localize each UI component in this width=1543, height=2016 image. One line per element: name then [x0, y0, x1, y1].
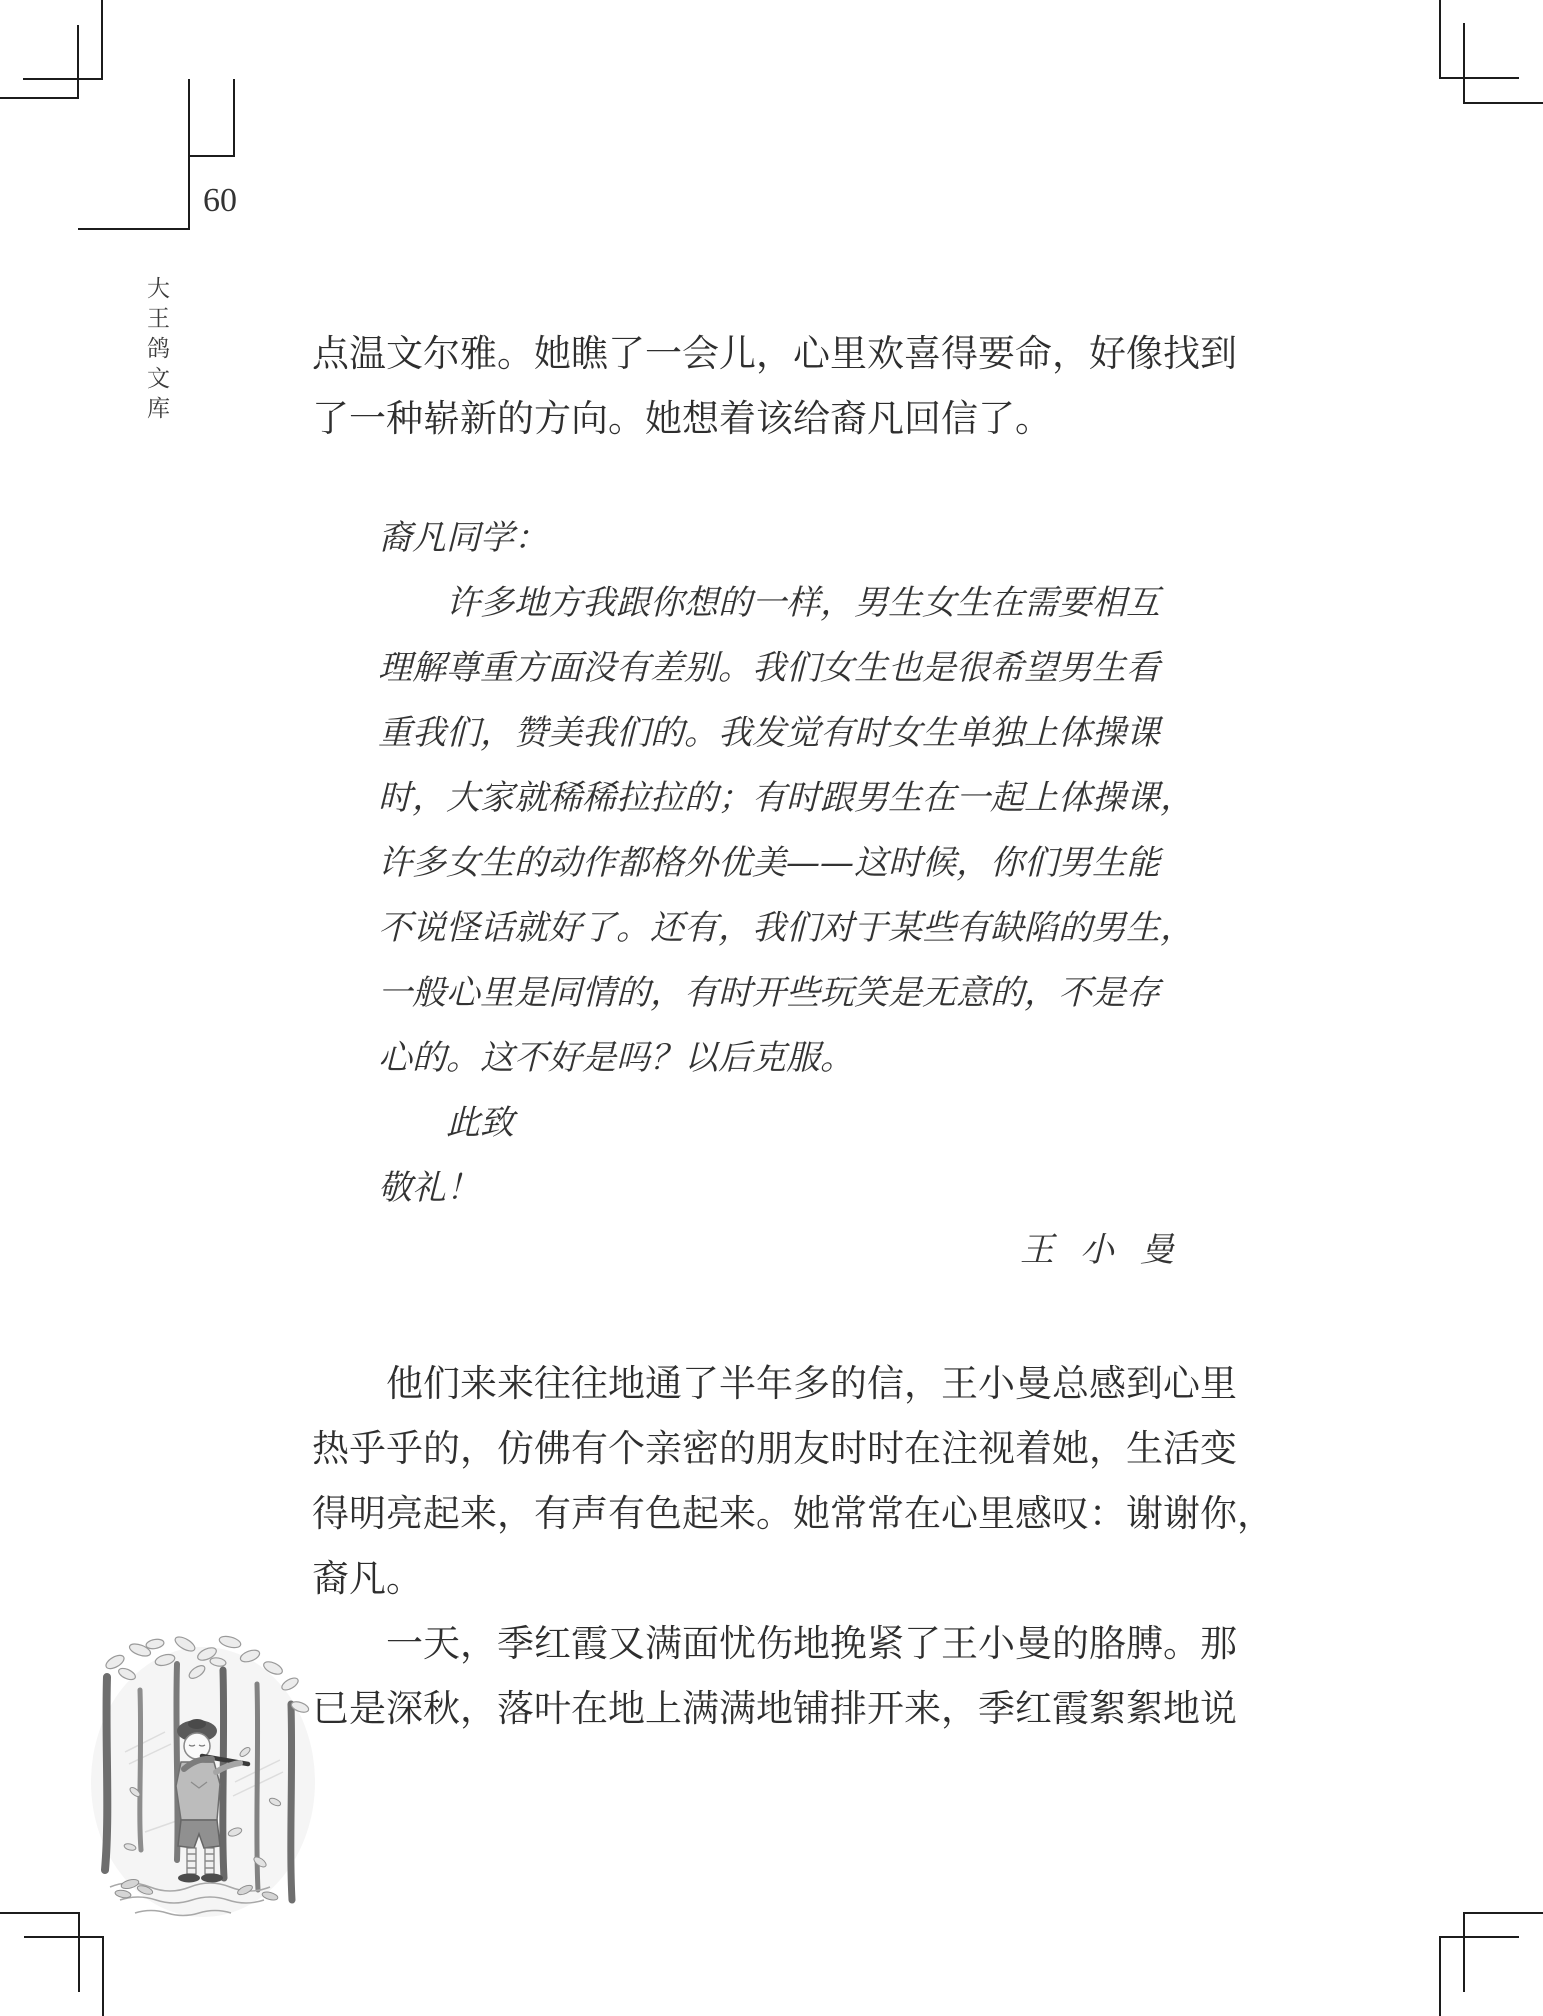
letter-line: 重我们，赞美我们的。我发觉有时女生单独上体操课 — [378, 713, 1160, 753]
letter-salute: 敬礼！ — [378, 1168, 480, 1208]
letter-line: 许多女生的动作都格外优美——这时候，你们男生能 — [378, 843, 1160, 883]
body-text-line: 点温文尔雅。她瞧了一会儿，心里欢喜得要命，好像找到 — [312, 333, 1237, 374]
letter-salutation: 裔凡同学： — [378, 518, 548, 558]
body-text-line: 裔凡。 — [312, 1558, 423, 1599]
letter-line: 不说怪话就好了。还有，我们对于某些有缺陷的男生， — [378, 908, 1194, 948]
letter-line: 时，大家就稀稀拉拉的；有时跟男生在一起上体操课， — [378, 778, 1194, 818]
letter-line: 许多地方我跟你想的一样，男生女生在需要相互 — [446, 583, 1160, 623]
letter-line: 心的。这不好是吗？以后克服。 — [378, 1038, 854, 1078]
letter-closing: 此致 — [446, 1103, 514, 1143]
series-label-vertical: 大王鸽文库 — [144, 276, 170, 426]
flute-boy-illustration — [85, 1632, 320, 1932]
letter-line: 理解尊重方面没有差别。我们女生也是很希望男生看 — [378, 648, 1160, 688]
body-text-line: 了一种崭新的方向。她想着该给裔凡回信了。 — [312, 398, 1052, 439]
letter-line: 一般心里是同情的，有时开些玩笑是无意的，不是存 — [378, 973, 1160, 1013]
letter-signature: 王小曼 — [1020, 1230, 1200, 1270]
body-text-line: 一天，季红霞又满面忧伤地挽紧了王小曼的胳膊。那 — [386, 1623, 1237, 1664]
body-text-line: 热乎乎的，仿佛有个亲密的朋友时时在注视着她，生活变 — [312, 1428, 1237, 1469]
body-text-line: 得明亮起来，有声有色起来。她常常在心里感叹：谢谢你， — [312, 1493, 1274, 1534]
body-text-line: 他们来来往往地通了半年多的信，王小曼总感到心里 — [386, 1363, 1237, 1404]
page-number: 60 — [203, 182, 237, 219]
body-text-line: 已是深秋，落叶在地上满满地铺排开来，季红霞絮絮地说 — [312, 1688, 1237, 1729]
